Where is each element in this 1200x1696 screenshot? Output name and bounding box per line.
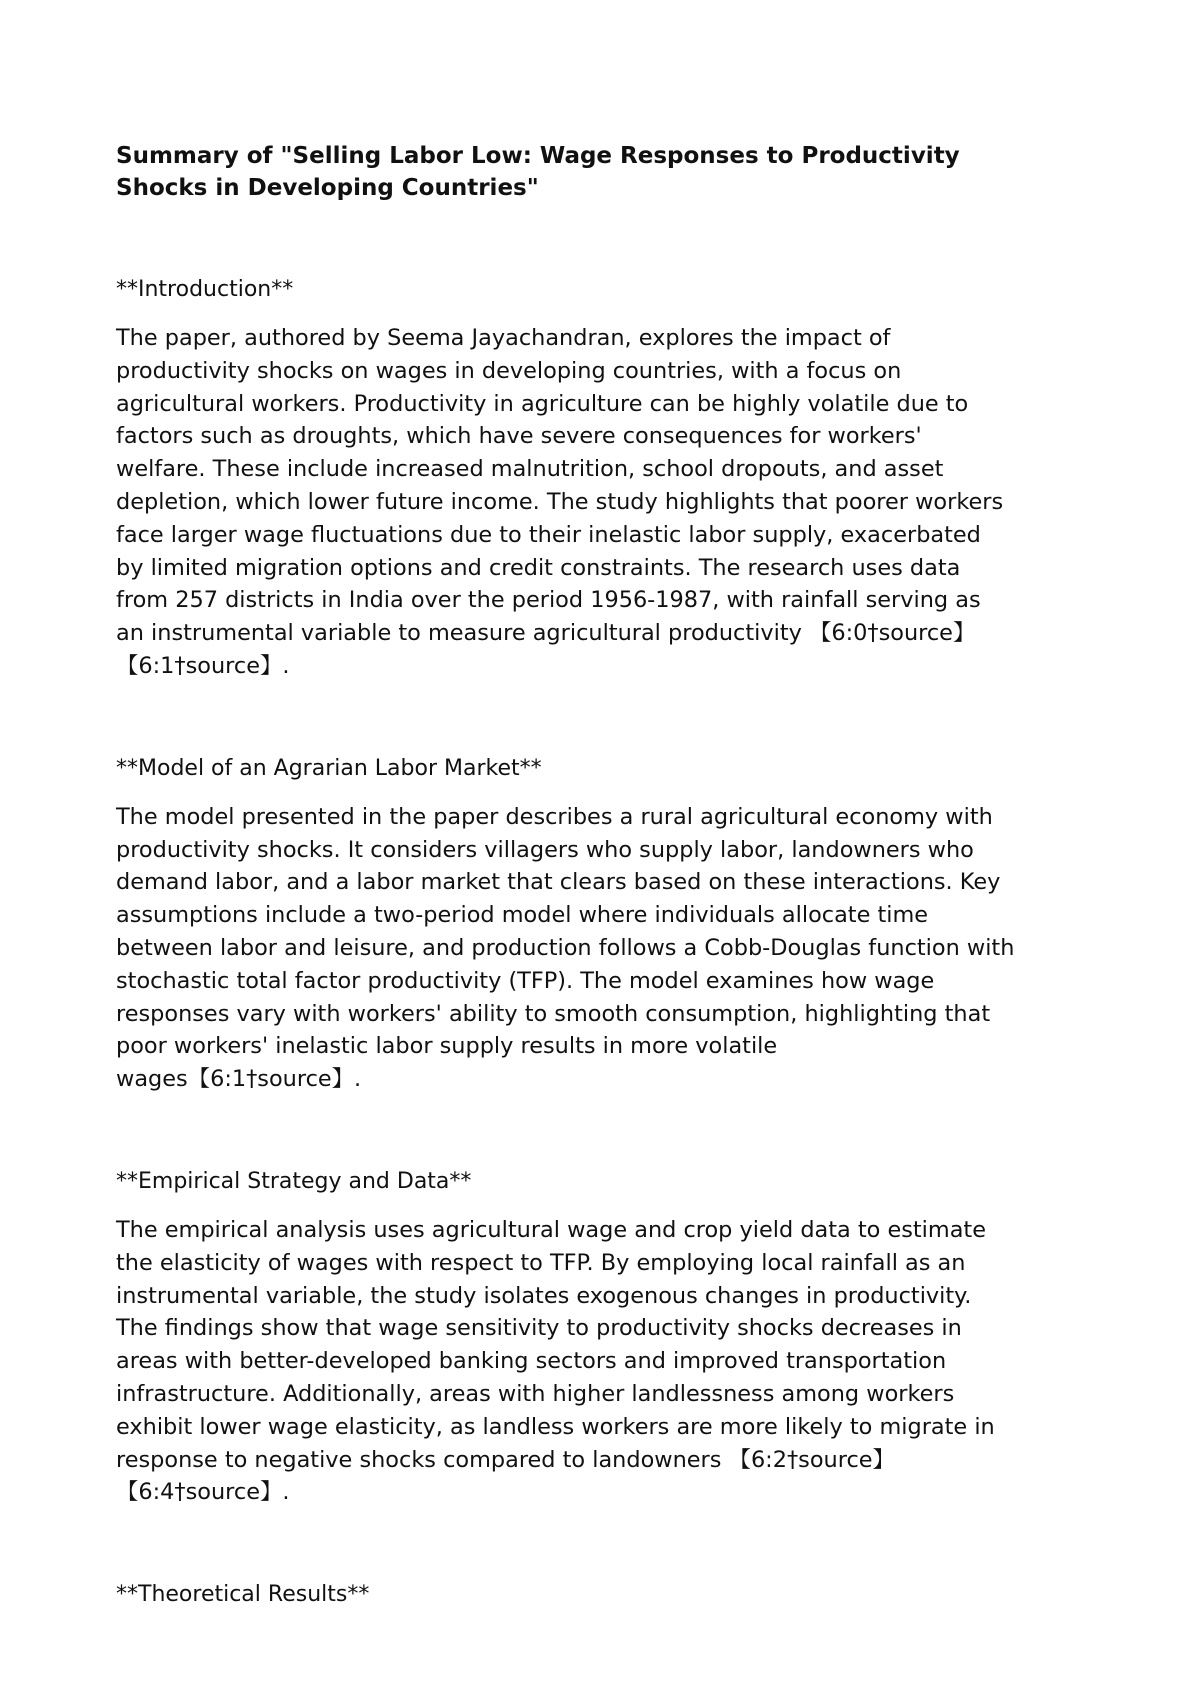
section-heading: **Model of an Agrarian Labor Market** <box>116 755 542 781</box>
section-heading: **Introduction** <box>116 277 294 302</box>
section-heading: **Theoretical Results** <box>116 1582 370 1608</box>
document-page <box>116 140 1106 1681</box>
section-introduction <box>116 274 1106 683</box>
section-heading: **Empirical Strategy and Data** <box>116 1168 472 1194</box>
section-paragraph: The empirical analysis uses agricultural wage and crop yield data to estimate the elasticity of wages with respect to TFP. By employing local rainfall as an instrumental variable, the study isolates exogenous changes in productivity. The findings show that wage sensitivity to productivity shocks decreases in areas with better-developed banking sectors and improved transportation infrastructure. Additionally, areas with higher landlessness among workers exhibit lower wage elasticity, as landless workers are more likely to migrate in response to negative shocks compared to landowners 【6:2†source】 【6:4†source】. <box>116 1216 995 1506</box>
section-empirical <box>116 1166 1106 1509</box>
section-paragraph: The paper, authored by Seema Jayachandran, explores the impact of productivity shocks on wages in developing countries, with a focus on agricultural workers. Productivity in agriculture can be highly volatile due to factors such as droughts, which have severe consequences for workers' welfare. These include increased malnutrition, school dropouts, and asset depletion, which lower future income. The study highlights that poorer workers face larger wage fluctuations due to their inelastic labor supply, exacerbated by limited migration options and credit constraints. The research uses data from 257 districts in India over the period 1956-1987, with rainfall serving as an instrumental variable to measure agricultural productivity 【6:0†source】 【6:1†source】. <box>116 325 1004 679</box>
section-paragraph: The model presented in the paper describes a rural agricultural economy with productivity shocks. It considers villagers who supply labor, landowners who demand labor, and a labor market that clears based on these interactions. Key assumptions include a two-period model where individuals allocate time between labor and leisure, and production follows a Cobb-Douglas function with stochastic total factor productivity (TFP). The model examines how wage responses vary with workers' ability to smooth consumption, highlighting that poor workers' inelastic labor supply results in more volatile wages【6:1†source】. <box>116 803 1015 1093</box>
section-model <box>116 753 1106 1096</box>
document-title: Summary of "Selling Labor Low: Wage Responses to Productivity Shocks in Developing Countries" <box>116 143 960 201</box>
section-theoretical <box>116 1579 1106 1611</box>
